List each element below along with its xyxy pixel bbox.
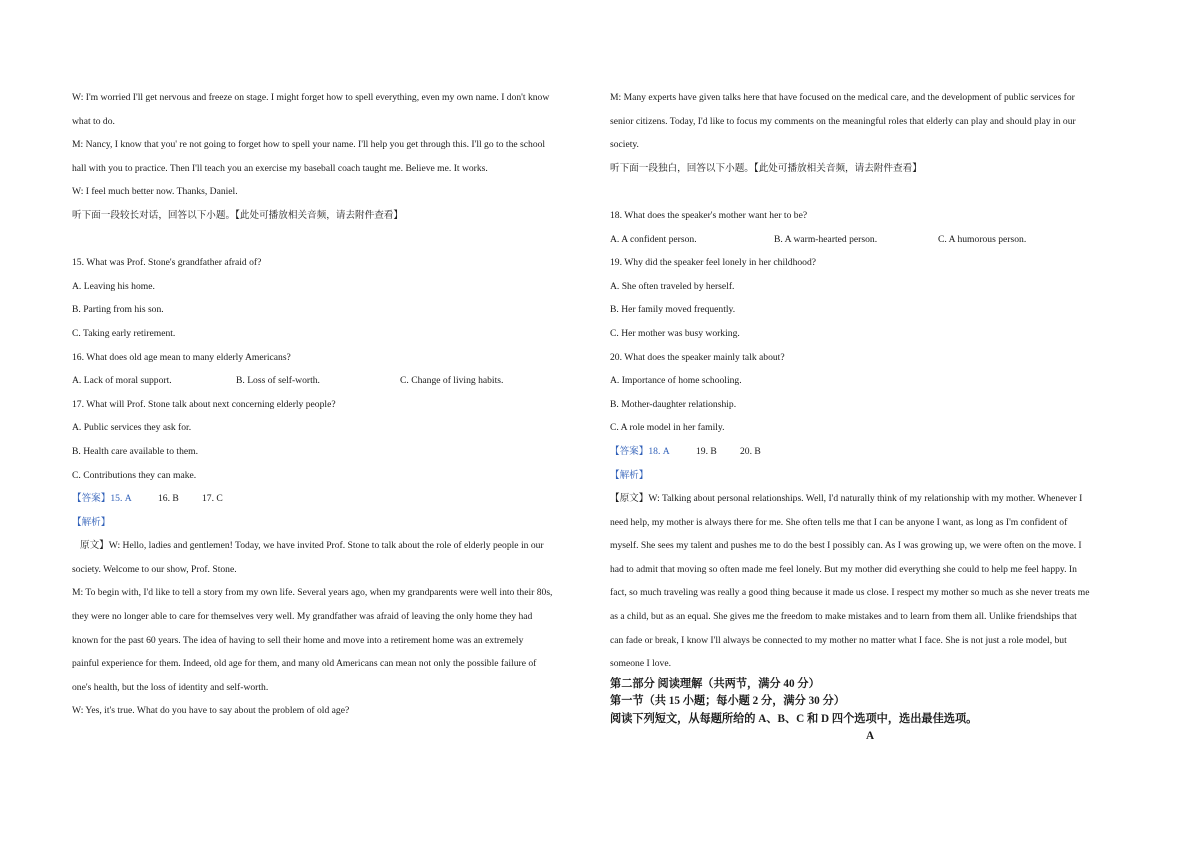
dialogue-line: hall with you to practice. Then I'll teach you an exercise my baseball coach taught me. Believe me. It works.	[72, 162, 488, 174]
question-19: 19. Why did the speaker feel lonely in her childhood?	[610, 257, 817, 269]
listening-instruction: 听下面一段较长对话，回答以下小题。【此处可播放相关音频，请去附件查看】	[72, 209, 403, 221]
analysis-label: 【解析】	[610, 469, 649, 481]
option: B. Her family moved frequently.	[610, 304, 736, 316]
option: B. Mother-daughter relationship.	[610, 398, 737, 410]
answer-item: 20. B	[740, 445, 761, 457]
question-16: 16. What does old age mean to many elderly Americans?	[72, 351, 291, 363]
question-17: 17. What will Prof. Stone talk about next concerning elderly people?	[72, 398, 336, 410]
transcript-line: 【原文】W: Talking about personal relationships. Well, I'd naturally think of my relationship with my mother. Whenever I	[610, 493, 1083, 505]
option: A. Lack of moral support.	[72, 375, 172, 387]
answer-label: 【答案】15. A	[72, 493, 132, 505]
section-heading: 第二部分 阅读理解（共两节，满分 40 分）	[610, 677, 820, 690]
option: A. Public services they ask for.	[72, 422, 192, 434]
transcript-line: one's health, but the loss of identity and self-worth.	[72, 681, 269, 693]
transcript-line: W: Yes, it's true. What do you have to say about the problem of old age?	[72, 705, 350, 717]
dialogue-line: M: Many experts have given talks here that have focused on the medical care, and the development of public services for	[610, 92, 1075, 103]
option: C. Contributions they can make.	[72, 469, 197, 481]
dialogue-line: W: I feel much better now. Thanks, Daniel.	[72, 186, 238, 198]
option: B. Parting from his son.	[72, 304, 164, 316]
dialogue-line: senior citizens. Today, I'd like to focus my comments on the meaningful roles that elderly can play and should play in our	[610, 115, 1076, 127]
right-column	[610, 86, 1130, 746]
transcript-line: painful experience for them. Indeed, old age for them, and many old Americans can mean not only the possible failure of	[72, 658, 537, 670]
dialogue-line: W: I'm worried I'll get nervous and freeze on stage. I might forget how to spell everything, even my own name. I don't know	[72, 92, 550, 103]
option: A. A confident person.	[610, 233, 697, 245]
option: A. Leaving his home.	[72, 280, 155, 292]
section-instruction: 阅读下列短文，从每题所给的 A、B、C 和 D 四个选项中，选出最佳选项。	[610, 712, 978, 725]
dialogue-line: what to do.	[72, 115, 115, 127]
transcript-line: had to admit that moving so often made me feel lonely. But my mother did everything she could to help me feel happy. In	[610, 563, 1077, 575]
transcript-line: they were no longer able to care for themselves very well. My grandfather was afraid of leaving the only home they had	[72, 611, 533, 623]
option: C. A humorous person.	[938, 233, 1027, 245]
transcript-line: fact, so much traveling was really a good thing because it made us close. I respect my mother so much as she never treats me	[610, 587, 1090, 599]
question-18: 18. What does the speaker's mother want her to be?	[610, 209, 808, 221]
option: A. She often traveled by herself.	[610, 280, 735, 292]
option: B. Loss of self-worth.	[236, 375, 320, 387]
option: C. A role model in her family.	[610, 422, 725, 434]
transcript-line: M: To begin with, I'd like to tell a story from my own life. Several years ago, when my grandparents were well into their 80s,	[72, 587, 553, 599]
question-15: 15. What was Prof. Stone's grandfather afraid of?	[72, 257, 262, 269]
option: B. A warm-hearted person.	[774, 233, 878, 245]
transcript-line: as a child, but as an equal. She gives me the freedom to make mistakes and to learn from them all. Unlike friendships that	[610, 611, 1077, 623]
answer-row	[72, 487, 592, 511]
transcript-line: can fade or break, I know I'll always be connected to my mother no matter what I face. She is not just a role model, but	[610, 634, 1067, 646]
options-row	[72, 369, 592, 393]
transcript-line: known for the past 60 years. The idea of having to sell their home and move into a retirement home was an extremely	[72, 634, 524, 646]
listening-instruction: 听下面一段独白，回答以下小题。【此处可播放相关音频，请去附件查看】	[610, 162, 922, 174]
answer-item: 16. B	[158, 493, 179, 505]
option: C. Taking early retirement.	[72, 327, 176, 339]
answer-item: 17. C	[202, 493, 223, 505]
option: A. Importance of home schooling.	[610, 375, 742, 387]
dialogue-line: society.	[610, 139, 639, 151]
option: C. Change of living habits.	[400, 375, 504, 387]
answer-item: 19. B	[696, 445, 717, 457]
transcript-line: someone I love.	[610, 658, 672, 670]
answer-row	[610, 440, 1130, 464]
question-20: 20. What does the speaker mainly talk about?	[610, 351, 785, 363]
answer-label: 【答案】18. A	[610, 445, 670, 457]
option: B. Health care available to them.	[72, 445, 198, 457]
option: C. Her mother was busy working.	[610, 327, 740, 339]
options-row	[610, 228, 1130, 252]
dialogue-line: M: Nancy, I know that you' re not going to forget how to spell your name. I'll help you get through this. I'll go to the school	[72, 139, 546, 151]
analysis-label: 【解析】	[72, 516, 111, 528]
transcript-line: myself. She sees my talent and pushes me to do the best I possibly can. As I was growing up, we were often on the move. I	[610, 540, 1082, 552]
left-column	[72, 86, 592, 723]
transcript-line: need help, my mother is always there for me. She often tells me that I can be anyone I want, as long as I'm confident of	[610, 516, 1068, 528]
section-subheading: 第一节（共 15 小题；每小题 2 分，满分 30 分）	[610, 695, 845, 708]
transcript-line: 原文】W: Hello, ladies and gentlemen! Today, we have invited Prof. Stone to talk about the role of elderly people in our	[80, 540, 544, 552]
passage-letter: A	[865, 730, 875, 743]
transcript-line: society. Welcome to our show, Prof. Stone.	[72, 563, 237, 575]
